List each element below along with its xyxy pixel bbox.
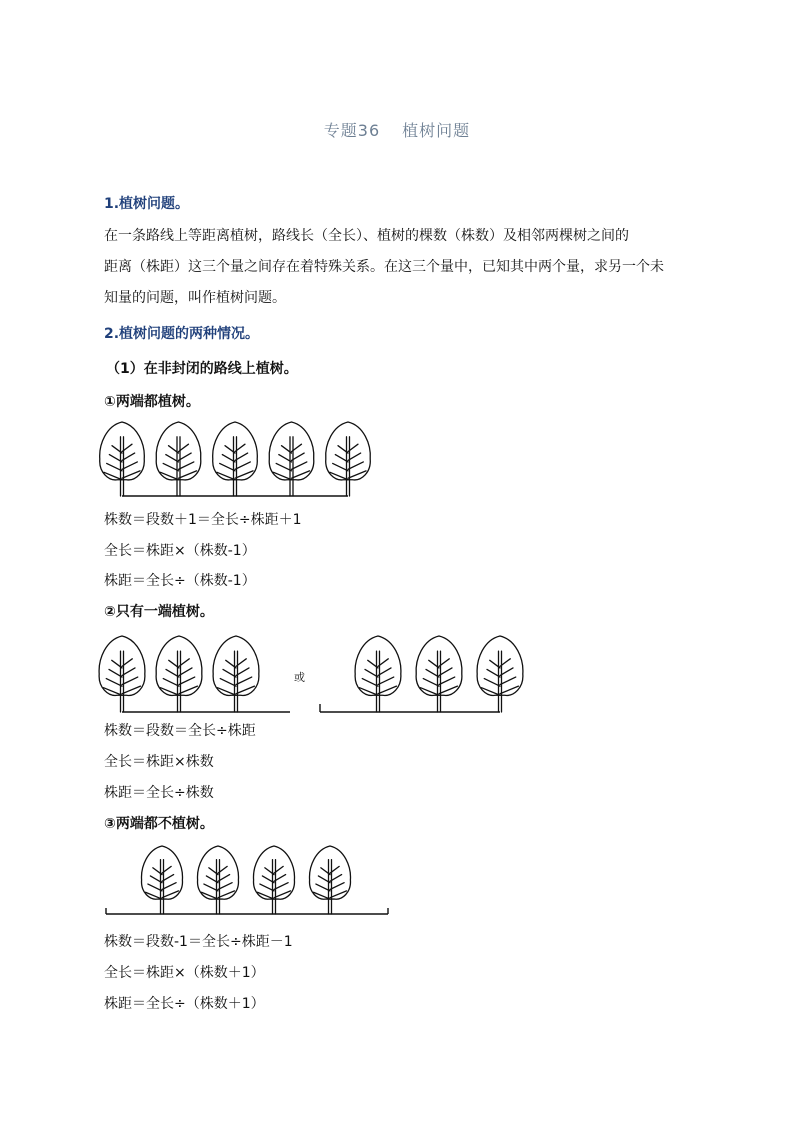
case2-formula-length: 全长＝株距×株数 <box>104 754 214 770</box>
tree-icon <box>156 636 202 712</box>
tree-icon <box>142 846 183 914</box>
tree-icon <box>100 422 145 496</box>
tree-icon <box>198 846 239 914</box>
case3-label: ③两端都不植树。 <box>104 816 214 832</box>
section1-line1: 在一条路线上等距离植树，路线长（全长）、植树的棵数（株数）及相邻两棵树之间的 <box>104 228 629 244</box>
title-topic-number: 专题36 <box>323 121 381 140</box>
tree-icon <box>326 422 371 496</box>
tree-icon <box>254 846 295 914</box>
case3-formula-count: 株数＝段数-1＝全长÷株距－1 <box>104 934 293 950</box>
section1-line3: 知量的问题，叫作植树问题。 <box>104 290 286 306</box>
case1-tree-diagram <box>100 416 370 500</box>
case3-formula-length: 全长＝株距×（株数＋1） <box>104 965 265 981</box>
tree-icon <box>477 636 523 712</box>
case2-label: ②只有一端植树。 <box>104 604 214 620</box>
case1-formula-count: 株数＝段数＋1＝全长÷株距＋1 <box>104 512 302 528</box>
case3-formula-spacing: 株距＝全长÷（株数＋1） <box>104 996 265 1012</box>
subsection-non-closed-route: （1）在非封闭的路线上植树。 <box>106 361 298 377</box>
case3-tree-diagram <box>100 842 400 922</box>
tree-icon <box>355 636 401 712</box>
tree-icon <box>416 636 462 712</box>
case1-formula-spacing: 株距＝全长÷（株数-1） <box>104 573 256 589</box>
page-title <box>0 118 794 141</box>
case2-formula-count: 株数＝段数＝全长÷株距 <box>104 723 256 739</box>
case1-label: ①两端都植树。 <box>104 394 200 410</box>
case2-left-tree-diagram <box>100 630 300 716</box>
tree-icon <box>213 422 258 496</box>
tree-icon <box>269 422 314 496</box>
tree-icon <box>213 636 259 712</box>
case1-formula-length: 全长＝株距×（株数-1） <box>104 543 256 559</box>
section1-line2: 距离（株距）这三个量之间存在着特殊关系。在这三个量中，已知其中两个量，求另一个未 <box>104 259 664 275</box>
section1-heading: 1.植树问题。 <box>104 196 190 212</box>
case2-or-label: 或 <box>294 671 305 684</box>
title-topic-name: 植树问题 <box>402 121 471 140</box>
case2-right-tree-diagram <box>316 630 526 716</box>
section2-heading: 2.植树问题的两种情况。 <box>104 326 260 342</box>
tree-icon <box>156 422 201 496</box>
tree-icon <box>310 846 351 914</box>
case2-formula-spacing: 株距＝全长÷株数 <box>104 785 214 801</box>
tree-icon <box>99 636 145 712</box>
